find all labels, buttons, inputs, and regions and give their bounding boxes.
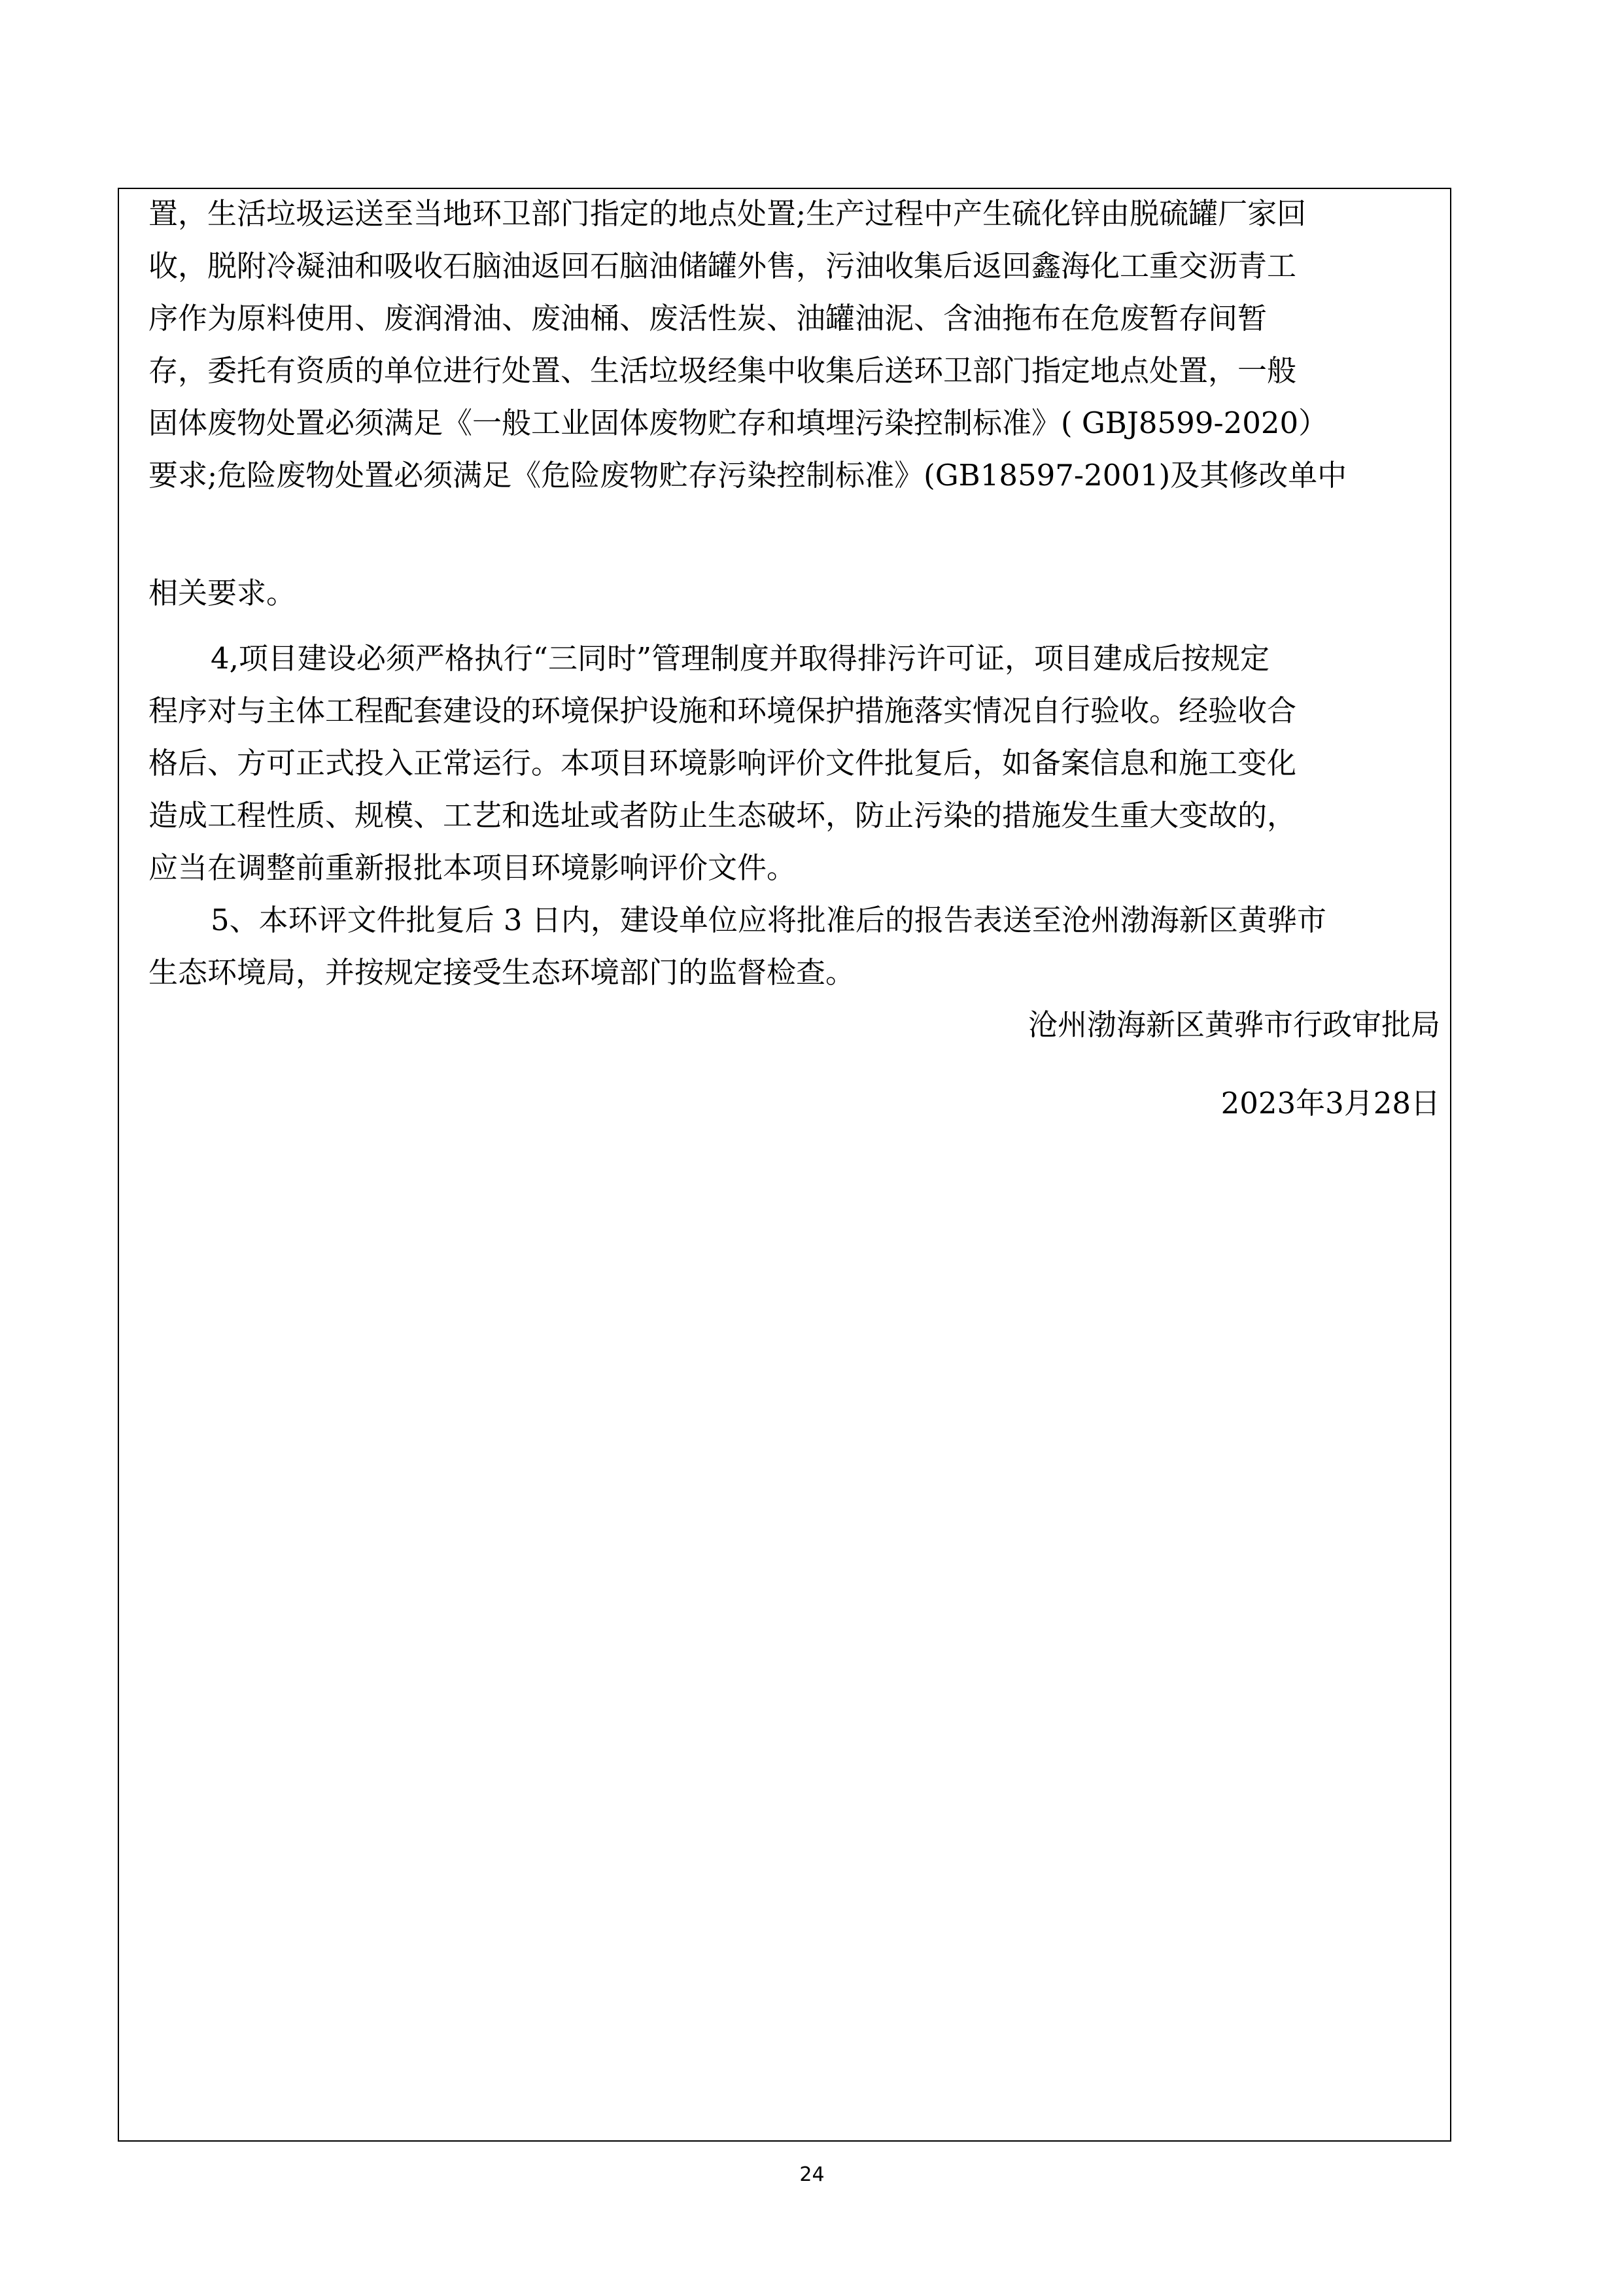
- body-line-1: 置，生活垃圾运送至当地环卫部门指定的地点处置;生产过程中产生硫化锌由脱硫罐厂家回: [148, 196, 1307, 231]
- body-line-5: 固体废物处置必须满足《一般工业固体废物贮存和填埋污染控制标准》( GBJ8599-2020）: [148, 406, 1328, 440]
- paragraph-5-line-2: 生态环境局，并按规定接受生态环境部门的监督检查。: [148, 955, 855, 990]
- body-line-7: 相关要求。: [148, 576, 296, 610]
- body-line-6: 要求;危险废物处置必须满足《危险废物贮存污染控制标准》(GB18597-2001)及其修改单中: [148, 458, 1347, 493]
- paragraph-4-line-5: 应当在调整前重新报批本项目环境影响评价文件。: [148, 850, 797, 885]
- issue-date: 2023年3月28日: [1220, 1086, 1440, 1121]
- body-line-4: 存，委托有资质的单位进行处置、生活垃圾经集中收集后送环卫部门指定地点处置，一般: [148, 353, 1297, 388]
- paragraph-4-line-3: 格后、方可正式投入正常运行。本项目环境影响评价文件批复后，如备案信息和施工变化: [148, 746, 1297, 780]
- paragraph-4-line-2: 程序对与主体工程配套建设的环境保护设施和环境保护措施落实情况自行验收。经验收合: [148, 693, 1297, 728]
- page-number: 24: [799, 2163, 825, 2186]
- issuing-authority: 沧州渤海新区黄骅市行政审批局: [1028, 1007, 1440, 1042]
- paragraph-4-line-4: 造成工程性质、规模、工艺和选址或者防止生态破坏，防止污染的措施发生重大变故的，: [148, 798, 1297, 833]
- body-line-3: 序作为原料使用、废润滑油、废油桶、废活性炭、油罐油泥、含油拖布在危废暂存间暂: [148, 301, 1268, 336]
- paragraph-4-line-1: 4,项目建设必须严格执行“三同时”管理制度并取得排污许可证，项目建成后按规定: [211, 641, 1270, 676]
- body-line-2: 收，脱附冷凝油和吸收石脑油返回石脑油储罐外售，污油收集后返回鑫海化工重交沥青工: [148, 249, 1297, 283]
- paragraph-5-line-1: 5、本环评文件批复后 3 日内，建设单位应将批准后的报告表送至沧州渤海新区黄骅市: [211, 903, 1326, 937]
